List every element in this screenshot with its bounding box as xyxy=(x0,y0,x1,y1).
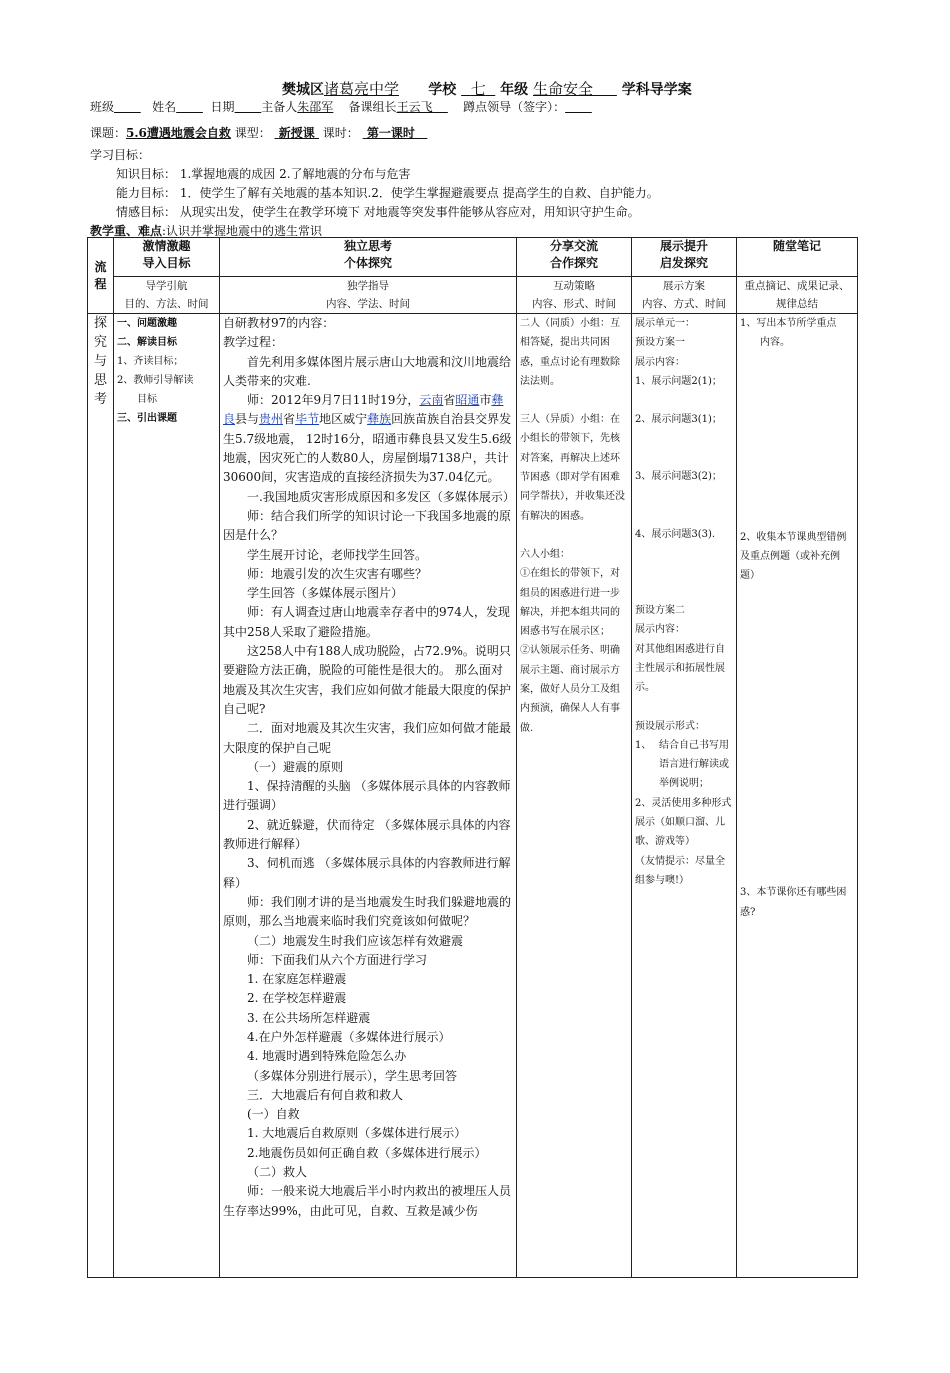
topic: 5.6遭遇地震会自救 xyxy=(126,126,231,140)
lesson-period: 第一课时 xyxy=(366,126,415,140)
guide-column: 一、问题激趣 二、解读目标 1、齐读目标； 2、教师引导解读 目标 三、引出课题 xyxy=(114,314,220,1278)
district: 樊城区 xyxy=(282,82,324,98)
sub-header-3: 互动策略 内容、形式、时间 xyxy=(517,277,632,314)
ability-objective: 能力目标： 1．使学生了解有关地震的基本知识.2．使学生掌握避震要点 提高学生的自救、自护能力。 xyxy=(116,186,659,200)
lesson-type: 新授课 xyxy=(278,126,315,140)
key-points: 教学重、难点:认识并掌握地震中的逃生常识 xyxy=(90,224,323,238)
col-header-5: 随堂笔记 xyxy=(737,238,858,277)
col-header-4: 展示提升 启发探究 xyxy=(632,238,737,277)
sub-header-4: 展示方案 内容、方式、时间 xyxy=(632,277,737,314)
objectives xyxy=(90,146,659,241)
emotion-objective: 情感目标： 从现实出发，使学生在教学环境下 对地震等突发事件能够从容应对，用知识守护生命。 xyxy=(116,205,640,219)
flow-header: 流 程 xyxy=(88,238,114,314)
link-zhaotong[interactable]: 昭通 xyxy=(455,393,480,408)
interaction-column: 二人（同质）小组：互相答疑，提出共同困惑，重点讨论有理数除法法则。 三人（异质）小组：在小组长的带领下，先核对答案，再解决上述环节困惑（即对学有困难同学帮扶），并收集还没有解决的困惑。 六人小组： ①在组长的带领下，对组员的困惑进行进一步解决，并把本组共同的困惑书写在展示区； ②认领展示任务、明确展示主题、商讨展示方案，做好人员分工及组内预演，确保人人有事做. xyxy=(517,314,632,1278)
link-yizu[interactable]: 彝族 xyxy=(367,412,392,427)
col-header-2: 独立思考 个体探究 xyxy=(220,238,517,277)
link-guizhou[interactable]: 贵州 xyxy=(259,412,284,427)
notes-column: 1、写出本节所学重点 内容。 2、收集本节课典型错例及重点例题（或补充例题） 3、本节课你还有哪些困惑? xyxy=(737,314,858,1278)
group-leader: 王云飞 xyxy=(396,100,433,114)
explore-label: 探 究 与 思 考 xyxy=(88,314,114,1278)
topic-line: 课题：5.6遭遇地震会自救 课型： 新授课 课时： 第一课时 xyxy=(90,126,415,140)
lesson-table xyxy=(87,237,858,1278)
doc-title xyxy=(282,78,692,99)
knowledge-objective: 知识目标： 1.掌握地震的成因 2.了解地震的分布与危害 xyxy=(116,167,411,181)
study-guide-column: 自研教材97的内容： 教学过程： 首先利用多媒体图片展示唐山大地震和汶川地震给人类带来的灾难. 师：2012年9月7日11时19分，云南省昭通市彝良县与贵州省毕节地区威宁彝族回族苗族自治县交界发生5.7级地震， 12时16分，昭通市彝良县又发生5.6级地震，因灾死亡的人数80人，房屋倒塌7138户，共计30600间，灾害造成的直接经济损失为37.04亿元。 一.我国地质灾害形成原因和多发区（多媒体展示） 师：结合我们所学的知识讨论一下我国多地震的原因是什么？ 学生展开讨论，老师找学生回答。 师：地震引发的次生灾害有哪些？ 学生回答（多媒体展示图片） 师：有人调查过唐山地震幸存者中的974人，发现其中258人采取了避险措施。 这258人中有188人成功脱险，占72.9%。说明只要避险方法正确，脱险的可能性是很大的。 那么面对地震及其次生灾害，我们应如何做才能最大限度的保护自己呢? 二．面对地震及其次生灾害，我们应如何做才能最大限度的保护自己呢 （一）避震的原则 1、保持清醒的头脑 （多媒体展示具体的内容教师进行强调） 2、就近躲避，伏而待定 （多媒体展示具体的内容教师进行解释） 3、伺机而逃 （多媒体展示具体的内容教师进行解释） 师：我们刚才讲的是当地震发生时我们躲避地震的原则，那么当地震来临时我们究竟该如何做呢？ （二）地震发生时我们应该怎样有效避震 师：下面我们从六个方面进行学习 1. 在家庭怎样避震 2. 在学校怎样避震 3. 在公共场所怎样避震 4.在户外怎样避震（多媒体进行展示） 4. 地震时遇到特殊危险怎么办 （多媒体分别进行展示），学生思考回答 三．大地震后有何自救和救人 (一）自救 1. 大地震后自救原则（多媒体进行展示） 2.地震伤员如何正确自救（多媒体进行展示） （二）救人 师：一般来说大地震后半小时内救出的被埋压人员生存率达99%，由此可见，自救、互救是减少伤 xyxy=(220,314,517,1278)
subject: 生命安全 xyxy=(533,80,594,98)
col-header-3: 分享交流 合作探究 xyxy=(517,238,632,277)
sub-header-1: 导学引航 目的、方法、时间 xyxy=(114,277,220,314)
sub-header-5: 重点摘记、成果记录、 规律总结 xyxy=(737,277,858,314)
preparer: 朱邵军 xyxy=(297,100,334,114)
presentation-column: 展示单元一： 预设方案一 展示内容： 1、展示问题2(1)； 2、展示问题3(1)； 3、展示问题3(2)； 4、展示问题3(3). 预设方案二 展示内容： 对其他组困惑进行自主性展示和拓展性展示。 预设展示形式： 1、 结合自己书写用语言进行解读或举例说明； 2、灵活使用多种形式展示（如顺口溜、儿歌、游戏等） （友情提示：尽量全组参与噢!） xyxy=(632,314,737,1278)
link-bijie[interactable]: 毕节 xyxy=(295,412,320,427)
school-label: 学校 xyxy=(428,82,457,98)
objectives-heading: 学习目标： xyxy=(90,148,151,162)
school-name: 诸葛亮中学 xyxy=(324,80,400,98)
col-header-1: 激情激趣 导入目标 xyxy=(114,238,220,277)
sub-header-2: 独学指导 内容、学法、时间 xyxy=(220,277,517,314)
grade-label: 年级 xyxy=(500,82,529,98)
doc-type: 学科导学案 xyxy=(621,82,692,98)
grade: 七 xyxy=(470,80,486,98)
link-yiliang[interactable]: 彝良 xyxy=(223,393,504,427)
link-yunnan[interactable]: 云南 xyxy=(419,393,444,408)
info-line: 班级 姓名 日期 主备人朱邵军 备课组长王云飞 蹲点领导（签字）： xyxy=(90,100,566,114)
